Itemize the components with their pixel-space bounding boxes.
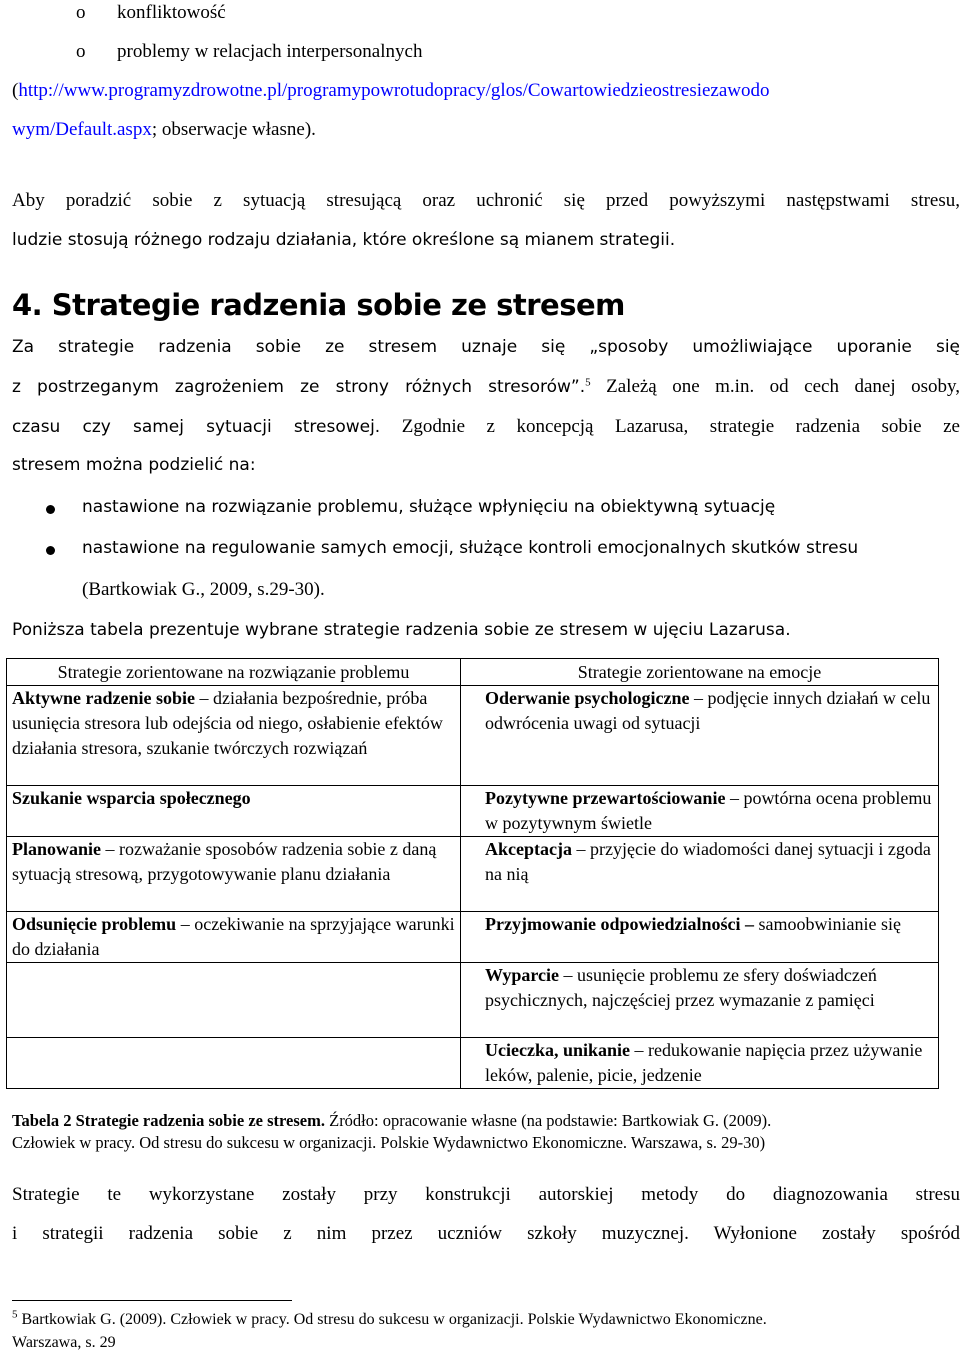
table-cell	[7, 963, 461, 1038]
list-item: konfliktowość	[117, 2, 226, 23]
table-cell: Oderwanie psychologiczne – podjęcie innych działań w celu odwrócenia uwagi od sytuacji	[461, 686, 939, 786]
paragraph-line: Za strategie radzenia sobie ze stresem uznaje się „sposoby umożliwiające uporanie się	[12, 337, 960, 357]
bullet-dot	[46, 505, 55, 514]
table-caption-line-2: Człowiek w pracy. Od stresu do sukcesu w organizacji. Polskie Wydawnictwo Ekonomiczne. Warszawa, s. 29-30)	[12, 1133, 766, 1152]
table-cell: Odsunięcie problemu – oczekiwanie na sprzyjające warunki do działania	[7, 912, 461, 963]
source-link-continued[interactable]: wym/Default.aspx	[12, 119, 152, 140]
paragraph-line: z postrzeganym zagrożeniem ze strony różnych stresorów”.$^5$ Zależą one m.in. od cech danej osoby,	[12, 376, 960, 397]
table-cell: Szukanie wsparcia społecznego	[7, 786, 461, 837]
paragraph-line: stresem można podzielić na:	[12, 455, 256, 475]
bullet-item: nastawione na regulowanie samych emocji, służące kontroli emocjonalnych skutków stresu	[82, 538, 859, 558]
list-marker: o	[76, 2, 86, 23]
source-link[interactable]: http://www.programyzdrowotne.pl/programypowrotudopracy/glos/Cowartowiedzieostresiezawodo	[18, 80, 770, 101]
table-row	[7, 786, 939, 837]
strategies-table	[6, 658, 939, 1089]
table-row	[7, 837, 939, 912]
footnote-line-2: Warszawa, s. 29	[12, 1334, 116, 1351]
paragraph-line: czasu czy samej sytuacji stresowej. Zgodnie z koncepcją Lazarusa, strategie radzenia sobie ze	[12, 416, 960, 437]
table-cell: Przyjmowanie odpowiedzialności – samoobwinianie się	[461, 912, 939, 963]
table-cell: Pozytywne przewartościowanie – powtórna ocena problemu w pozytywnym świetle	[461, 786, 939, 837]
source-line-1: (http://www.programyzdrowotne.pl/programypowrotudopracy/glos/Cowartowiedzieostresiezawodo	[12, 80, 770, 101]
paragraph-line: i strategii radzenia sobie z nim przez uczniów szkoły muzycznej. Wyłonione zostały spośród	[12, 1223, 960, 1244]
bullet-dot	[46, 546, 55, 555]
bullet-item: nastawione na rozwiązanie problemu, służące wpłynięciu na obiektywną sytuację	[82, 497, 776, 517]
table-cell: Ucieczka, unikanie – redukowanie napięcia przez używanie leków, palenie, picie, jedzenie	[461, 1038, 939, 1089]
table-row	[7, 686, 939, 786]
source-line-2: wym/Default.aspx; obserwacje własne).	[12, 119, 316, 140]
table-cell	[7, 1038, 461, 1089]
table-cell: Akceptacja – przyjęcie do wiadomości danej sytuacji i zgoda na nią	[461, 837, 939, 912]
footnote-ref[interactable]: 5	[585, 376, 591, 389]
footnote-divider	[12, 1300, 292, 1301]
table-row	[7, 963, 939, 1038]
list-marker: o	[76, 41, 86, 62]
section-heading: 4. Strategie radzenia sobie ze stresem	[12, 288, 625, 322]
footnote: $^5$ Bartkowiak G. (2009). Człowiek w pracy. Od stresu do sukcesu w organizacji. Polskie Wydawnictwo Ekonomiczne.	[12, 1308, 767, 1328]
column-header: Strategie zorientowane na rozwiązanie problemu	[7, 659, 461, 686]
table-cell: Planowanie – rozważanie sposobów radzenia sobie z daną sytuacją stresową, przygotowywanie planu działania	[7, 837, 461, 912]
table-header-row	[7, 659, 939, 686]
table-caption: Tabela 2 Strategie radzenia sobie ze stresem. Źródło: opracowanie własne (na podstawie: Bartkowiak G. (2009).	[12, 1111, 772, 1130]
table-intro: Poniższa tabela prezentuje wybrane strategie radzenia sobie ze stresem w ujęciu Lazarusa.	[12, 620, 791, 640]
paragraph-line: Strategie te wykorzystane zostały przy konstrukcji autorskiej metody do diagnozowania stresu	[12, 1184, 960, 1205]
paragraph-line: ludzie stosują różnego rodzaju działania, które określone są mianem strategii.	[12, 230, 676, 250]
table-row	[7, 912, 939, 963]
list-item: problemy w relacjach interpersonalnych	[117, 41, 423, 62]
table-cell: Wyparcie – usunięcie problemu ze sfery doświadczeń psychicznych, najczęściej przez wymazanie z pamięci	[461, 963, 939, 1038]
paragraph-line: Aby poradzić sobie z sytuacją stresującą oraz uchronić się przed powyższymi następstwami stresu,	[12, 190, 960, 211]
table-row	[7, 1038, 939, 1089]
bullet-reference: (Bartkowiak G., 2009, s.29-30).	[82, 579, 325, 600]
column-header: Strategie zorientowane na emocje	[461, 659, 939, 686]
table-cell: Aktywne radzenie sobie – działania bezpośrednie, próba usunięcia stresora lub odejścia od niego, osłabienie efektów działania stresora, szukanie twórczych rozwiązań	[7, 686, 461, 786]
